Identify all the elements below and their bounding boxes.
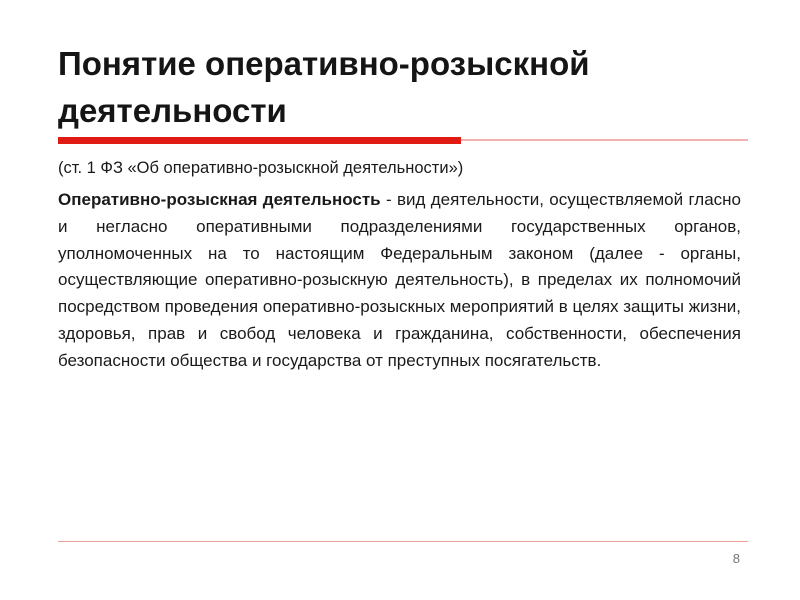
title-divider-accent — [58, 137, 461, 144]
definition-paragraph — [58, 187, 741, 375]
definition-body: - вид деятельности, осуществляемой гласно и негласно оперативными подразделениями государственных органов, уполномоченных на то настоящим Федеральным законом (далее - органы, осуществляющие оперативно-розыскную деятельность), в пределах их полномочий посредством проведения оперативно-розыскных мероприятий в целях защиты жизни, здоровья, прав и свобод человека и гражданина, собственности, обеспечения безопасности общества и государства от преступных посягательств. — [58, 190, 741, 370]
slide-title: Понятие оперативно-розыскной деятельности — [58, 45, 590, 129]
page-number: 8 — [732, 551, 740, 566]
source-reference: (ст. 1 ФЗ «Об оперативно-розыскной деятельности») — [58, 159, 464, 177]
definition-term: Оперативно-розыскная деятельность — [58, 190, 381, 209]
footer-divider — [58, 541, 748, 542]
slide-content — [58, 158, 741, 375]
